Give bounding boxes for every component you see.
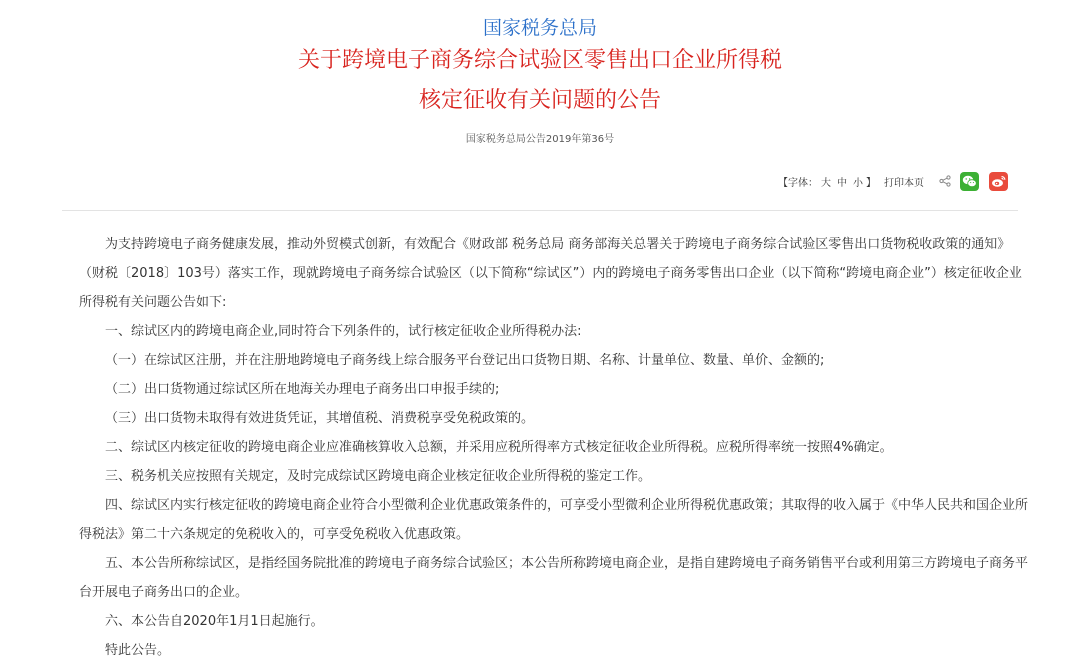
document-number: 国家税务总局公告2019年第36号 [465,134,615,145]
article-title-line-2: 核定征收有关问题的公告 [418,88,661,113]
share-icon[interactable] [938,174,952,188]
weibo-icon [991,175,1006,188]
weibo-share-button[interactable] [989,172,1008,191]
body-paragraph: 四、综试区内实行核定征收的跨境电商企业符合小型微利企业优惠政策条件的，可享受小型微利企业所得税优惠政策；其取得的收入属于《中华人民共和国企业所得税法》第二十六条规定的免税收入的，可享受免税收入优惠政策。 [79,498,1029,542]
font-size-large-link[interactable]: 大 [821,177,831,189]
print-page-link[interactable]: 打印本页 [884,177,924,189]
font-size-medium-link[interactable]: 中 [837,177,847,189]
font-size-small-link[interactable]: 小 [853,177,863,189]
body-paragraph: 二、综试区内核定征收的跨境电商企业应准确核算收入总额，并采用应税所得率方式核定征收企业所得税。应税所得率统一按照4%确定。 [105,440,893,455]
body-paragraph: （二）出口货物通过综试区所在地海关办理电子商务出口申报手续的; [105,382,500,397]
body-paragraph: 三、税务机关应按照有关规定，及时完成综试区跨境电商企业核定征收企业所得税的鉴定工作。 [105,469,652,484]
font-size-label-open: 【字体： [778,177,818,189]
issuing-agency: 国家税务总局 [482,17,597,39]
wechat-icon [962,175,977,188]
article-toolbar [778,170,1008,192]
body-paragraph: 特此公告。 [105,643,171,658]
body-paragraph: （三）出口货物未取得有效进货凭证，其增值税、消费税享受免税政策的。 [105,411,535,426]
body-paragraph: （一）在综试区注册，并在注册地跨境电子商务线上综合服务平台登记出口货物日期、名称、计量单位、数量、单价、金额的; [105,353,825,368]
wechat-share-button[interactable] [960,172,979,191]
body-paragraph: 一、综试区内的跨境电商企业,同时符合下列条件的，试行核定征收企业所得税办法: [105,324,582,339]
font-size-label-close: 】 [866,177,876,189]
body-paragraph: 六、本公告自2020年1月1日起施行。 [105,614,324,629]
body-paragraph: 五、本公告所称综试区，是指经国务院批准的跨境电子商务综合试验区；本公告所称跨境电商企业，是指自建跨境电子商务销售平台或利用第三方跨境电子商务平台开展电子商务出口的企业。 [79,556,1029,600]
article-title-line-1: 关于跨境电子商务综合试验区零售出口企业所得税 [297,48,782,73]
article-body [79,230,1029,665]
body-paragraph: 为支持跨境电子商务健康发展，推动外贸模式创新，有效配合《财政部 税务总局 商务部海关总署关于跨境电子商务综合试验区零售出口货物税收政策的通知》（财税〔2018〕103号）落实工作，现就跨境电子商务综合试验区（以下简称“综试区”）内的跨境电子商务零售出口企业（以下简称“跨境电商企业”）核定征收企业所得税有关问题公告如下: [79,237,1022,310]
header-divider [62,210,1018,211]
